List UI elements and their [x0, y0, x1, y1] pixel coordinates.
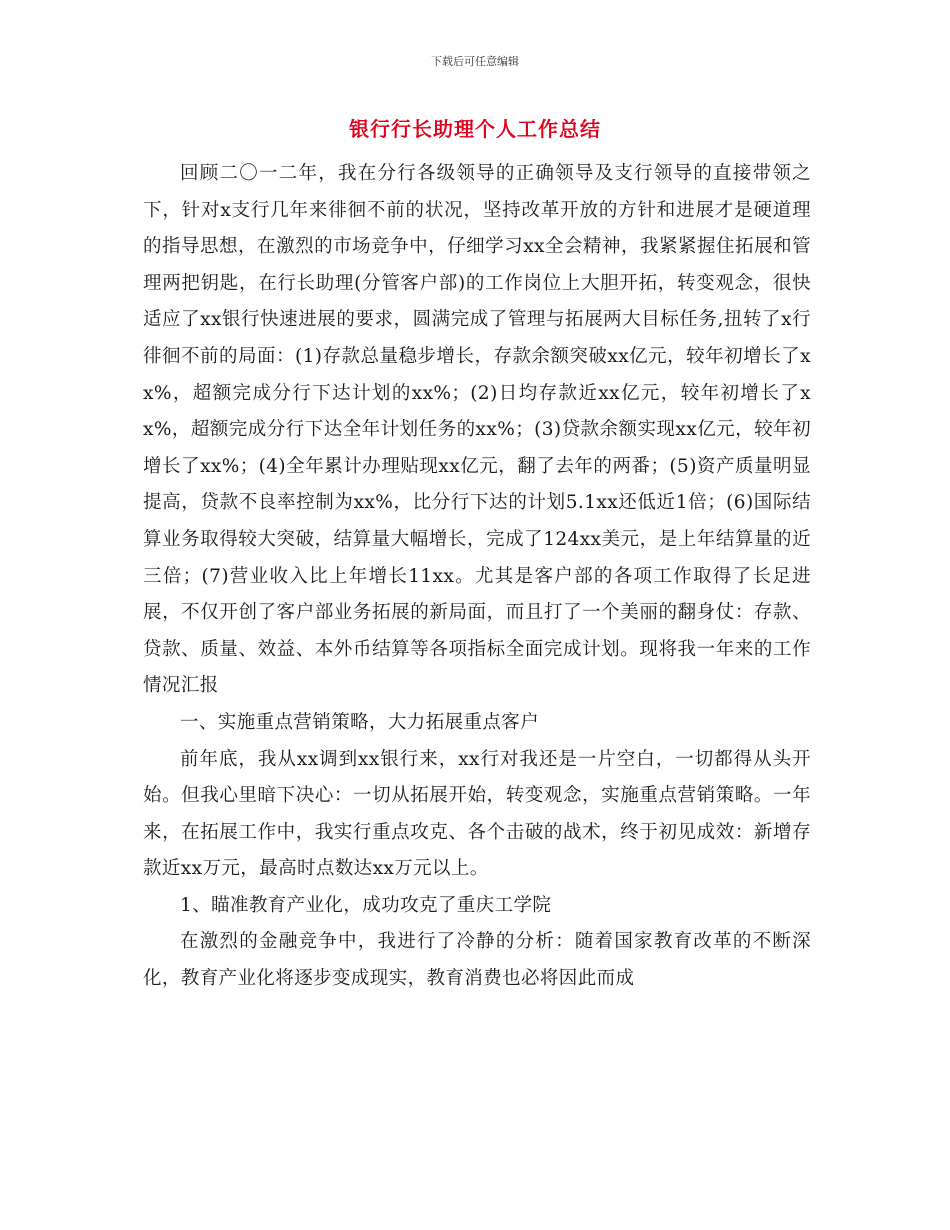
- paragraph-subsection-1: 在激烈的金融竞争中，我进行了冷静的分析：随着国家教育改革的不断深化，教育产业化将逐步变成现实，教育消费也必将因此而成: [143, 931, 811, 990]
- document-body: [143, 156, 811, 998]
- subsection-heading-1: 1、瞄准教育产业化，成功攻克了重庆工学院: [180, 894, 552, 916]
- section-heading-1: 一、实施重点营销策略，大力拓展重点客户: [180, 711, 540, 733]
- document-title: 银行行长助理个人工作总结: [349, 117, 601, 141]
- paragraph-section-1: 前年底，我从xx调到xx银行来，xx行对我还是一片空白，一切都得从头开始。但我心里暗下决心：一切从拓展开始，转变观念，实施重点营销策略。一年来，在拓展工作中，我实行重点攻克、各个击破的战术，终于初见成效：新增存款近xx万元，最高时点数达xx万元以上。: [143, 748, 811, 880]
- page-header: 下载后可任意编辑: [431, 55, 519, 68]
- paragraph-intro: 回顾二〇一二年，我在分行各级领导的正确领导及支行领导的直接带领之下，针对x支行几年来徘徊不前的状况，坚持改革开放的方针和进展才是硬道理的指导思想，在激烈的市场竞争中，仔细学习xx全会精神，我紧紧握住拓展和管理两把钥匙，在行长助理(分管客户部)的工作岗位上大胆开拓，转变观念，很快适应了xx银行快速进展的要求，圆满完成了管理与拓展两大目标任务,扭转了x行徘徊不前的局面：(1)存款总量稳步增长，存款余额突破xx亿元，较年初增长了xx%，超额完成分行下达计划的xx%；(2)日均存款近xx亿元，较年初增长了xx%，超额完成分行下达全年计划任务的xx%；(3)贷款余额实现xx亿元，较年初增长了xx%；(4)全年累计办理贴现xx亿元，翻了去年的两番；(5)资产质量明显提高，贷款不良率控制为xx%，比分行下达的计划5.1xx还低近1倍；(6)国际结算业务取得较大突破，结算量大幅增长，完成了124xx美元，是上年结算量的近三倍；(7)营业收入比上年增长11xx。尤其是客户部的各项工作取得了长足进展，不仅开创了客户部业务拓展的新局面，而且打了一个美丽的翻身仗：存款、贷款、质量、效益、本外币结算等各项指标全面完成计划。现将我一年来的工作情况汇报: [143, 163, 811, 697]
